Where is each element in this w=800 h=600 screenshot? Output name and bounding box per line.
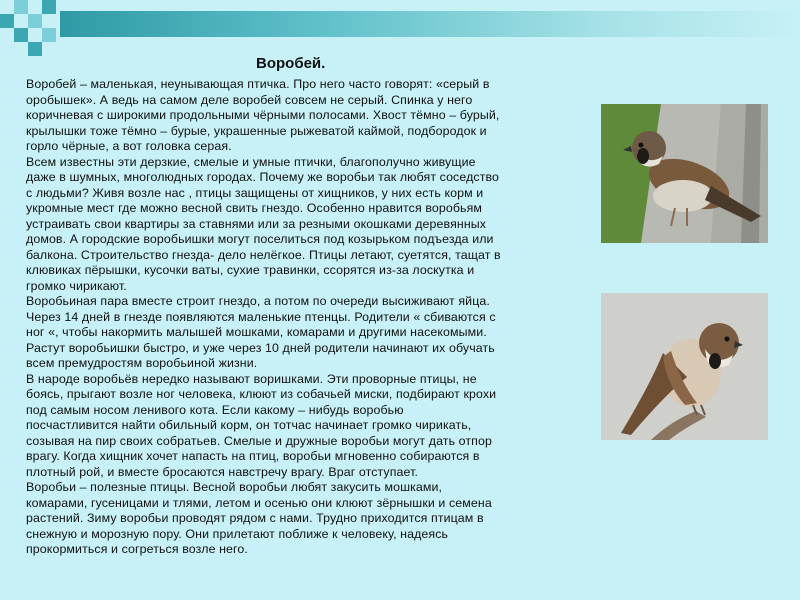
article-text: Воробей – маленькая, неунывающая птичка. Про него часто говорят: «серый в оробышек». А ведь на самом деле воробей совсем не серый. Спинка у него коричневая с широкими продольными чёрными полосами. Хвост тёмно – бурый, крылышки тоже тёмно – бурые, украшенные рыжеватой каймой, подбородок и горло чёрные, а вот головка серая. Всем известны эти дерзкие, смелые и умные птички, благополучно живущие даже в шумных, многолюдных городах. Почему же воробьи так любят соседство с людьми? Живя возле нас , птицы защищены от хищников, у них есть корм и укромные мест где можно весной свить гнездо. Особенно нравится воробьям устраивать свои квартиры за ставнями или за резными окошками деревянных домов. А городские воробьишки могут поселиться под козырьком подъезда или балкона. Строительство гнезда- дело нелёгкое. Птицы летают, суетятся, тащат в клювиках пёрышки, кусочки ваты, сухие травинки, ссорятся из-за лоскутка и громко чирикают. Воробьиная пара вместе строит гнездо, а потом по очереди высиживают яйца. Через 14 дней в гнезде появляются маленькие птенцы. Родители « сбиваются с ног «, чтобы накормить малышей мошками, комарами и другими насекомыми. Растут воробьишки быстро, и уже через 10 дней родители начинают их обучать всем премудростям воробьиной жизни. В народе воробьёв нередко называют воришками. Эти проворные птицы, не боясь, прыгают возле ног человека, клюют из собачьей миски, подбирают крохи под самым носом ленивого кота. Если какому – нибудь воробью посчастливится найти обильный корм, он тотчас начинает громко чирикать, созывая на пир своих собратьев. Смелые и дружные воробьи могут дать отпор врагу. Когда хищник хочет напасть на птиц, воробьи мгновенно собираются в плотный рой, и вместе бросаются навстречу врагу. Враг отступает. Воробьи – полезные птицы. Весной воробьи любят закусить мошками, комарами, гусеницами и тлями, летом и осенью они клюют зёрнышки и семена растений. Зиму воробьи проводят рядом с нами. Трудно приходится птицам в снежную и морозную пору. Они прилетают поближе к человеку, надеясь прокормиться и согреться возле него. [26,77,501,556]
header-band [60,11,800,37]
page-title: Воробей. [256,55,326,72]
sparrow-photo-ground [601,104,768,243]
sparrow-photo-branch [601,293,768,440]
